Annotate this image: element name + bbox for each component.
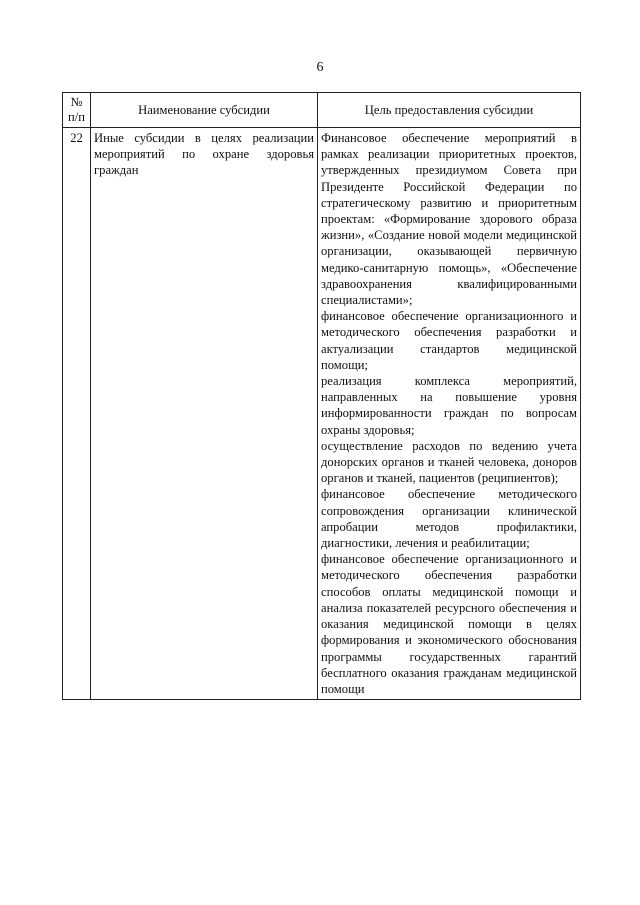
- page-number: 6: [316, 60, 324, 75]
- header-number: [63, 93, 91, 128]
- goal-paragraph: финансовое обеспечение методического сопровождения организации клинической апробации методов профилактики, диагностики, лечения и реабилитации;: [321, 487, 577, 551]
- table-header-row: [63, 93, 581, 128]
- goal-paragraph: финансовое обеспечение организационного и методического обеспечения разработки способов оплаты медицинской помощи и анализа показателей ресурсного обеспечения и оказания медицинской помощи в целях формирования и экономического обоснования программы государственных гарантий бесплатного оказания гражданам медицинской помощи: [321, 552, 577, 696]
- goal-paragraph: реализация комплекса мероприятий, направленных на повышение уровня информированности граждан по вопросам охраны здоровья;: [321, 374, 577, 437]
- header-subsidy-goal: Цель предоставления субсидии: [318, 93, 581, 128]
- header-number-label: № п/п: [68, 95, 85, 124]
- header-subsidy-name: Наименование субсидии: [91, 93, 318, 128]
- goal-paragraph: Финансовое обеспечение мероприятий в рамках реализации приоритетных проектов, утвержденных президиумом Совета при Президенте Российской Федерации по стратегическому развитию и приоритетным проектам: «Формирование здорового образа жизни», «Создание новой модели медицинской организации, оказывающей первичную медико-санитарную помощь», «Обеспечение здравоохранения квалифицированными специалистами»;: [321, 131, 577, 308]
- subsidy-name-text: Иные субсидии в целях реализации мероприятий по охране здоровья граждан: [94, 131, 314, 178]
- row-subsidy-name: [91, 128, 318, 700]
- goal-paragraph: осуществление расходов по ведению учета донорских органов и тканей человека, доноров органов и тканей, пациентов (реципиентов);: [321, 438, 577, 486]
- row-subsidy-goal: [318, 128, 581, 700]
- subsidy-table: [62, 92, 581, 700]
- goal-paragraph: финансовое обеспечение организационного и методического обеспечения разработки и актуализации стандартов медицинской помощи;: [321, 309, 577, 372]
- row-number: 22: [63, 128, 91, 700]
- table-row: [63, 128, 581, 700]
